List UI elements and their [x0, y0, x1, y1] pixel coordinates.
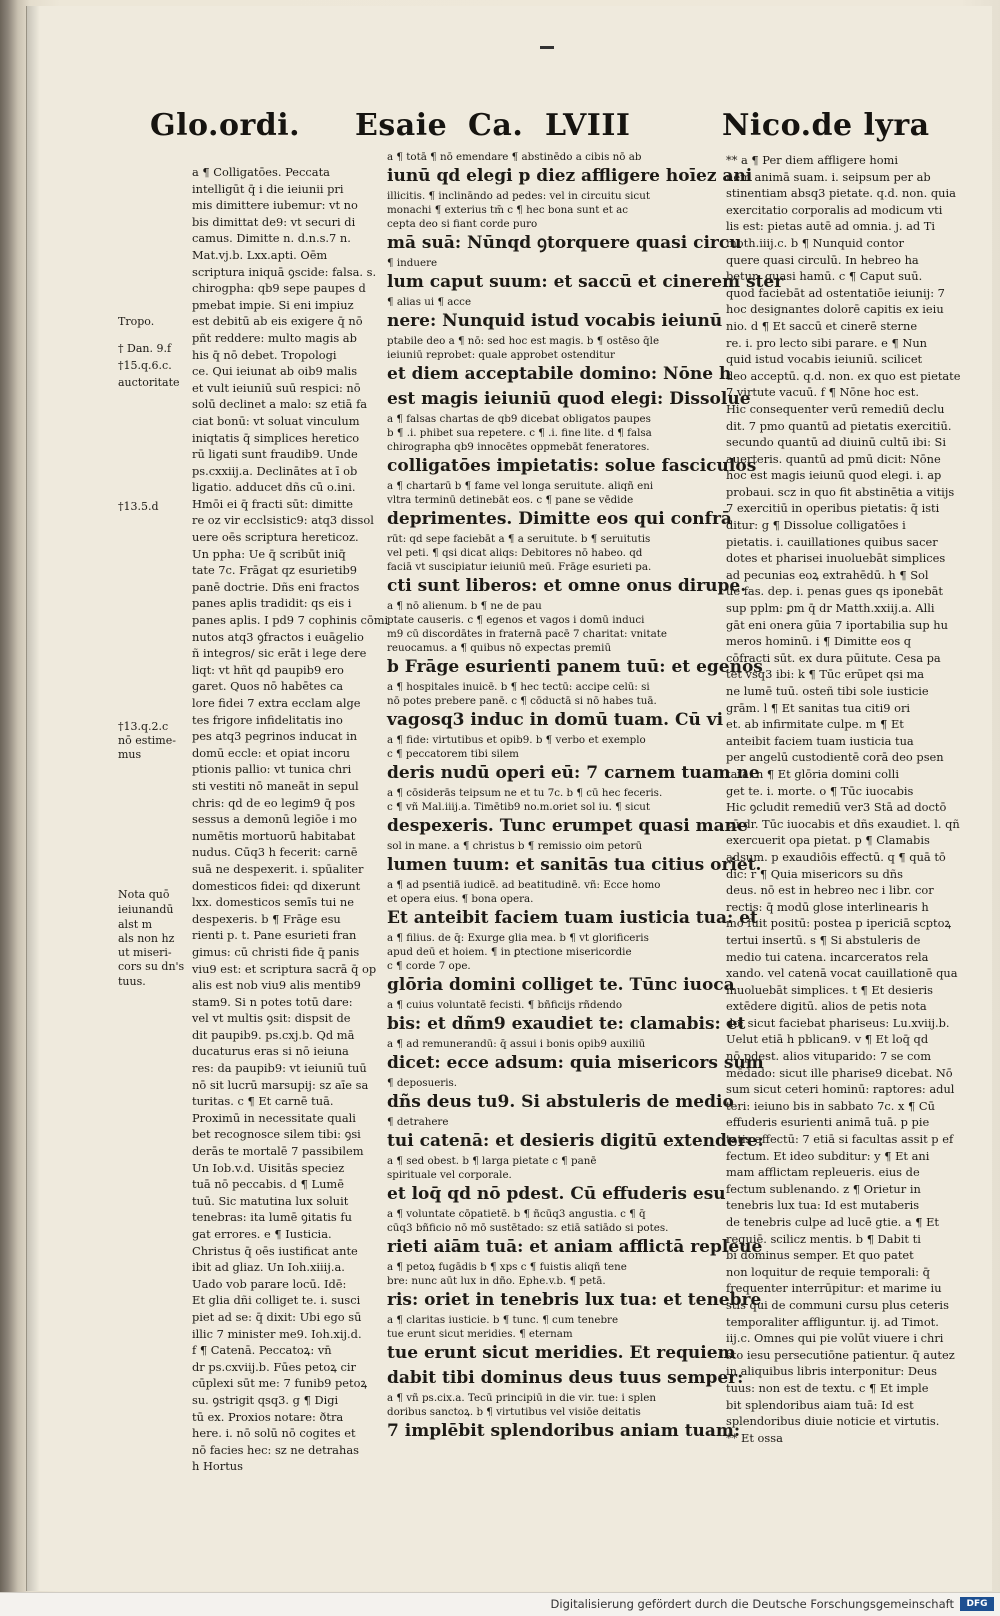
commentary-line: nem animā suam. i. seipsum per ab: [726, 169, 931, 184]
commentary-line: ditur: g ¶ Dissolue colligatōes i: [726, 518, 906, 533]
header-chapter-num: LVIII: [545, 108, 631, 143]
dfg-logo: DFG: [960, 1597, 994, 1611]
commentary-line: get te. i. morte. o ¶ Tūc iuocabis: [726, 783, 914, 798]
commentary-line: hoc designantes dolorē capitis ex ieiu: [726, 302, 944, 317]
commentary-line: 7 virtute vacuū. f ¶ Nōne hoc est.: [726, 385, 919, 400]
margin-note: cors su dn's: [118, 960, 185, 973]
commentary-line: per angelū custodientē corā deo psen: [726, 750, 944, 765]
left-gloss-line: domesticos fidei: qd dixerunt: [192, 878, 361, 893]
left-gloss-line: nudus. Cūq3 h fecerit: carnē: [192, 845, 358, 860]
left-gloss-line: panes aplis. I pd9 7 cophinis cōmi: [192, 613, 389, 628]
commentary-line: exercitatio corporalis ad modicum vti: [726, 202, 943, 217]
left-gloss-line: numētis mortuorū habitabat: [192, 828, 356, 843]
left-gloss-line: panē doctrie. Dñs eni fractos: [192, 579, 360, 594]
commentary-line: rectis: q̄ modū glose interlinearis h: [726, 899, 929, 914]
left-gloss-line: Proximū in necessitate quali: [192, 1110, 356, 1125]
left-gloss-line: nō facies hec: sz ne detrahas: [192, 1442, 359, 1457]
left-gloss-line: ligatio. adducet dñs cū o.ini.: [192, 480, 356, 495]
left-gloss-line: ciat bonū: vt soluat vinculum: [192, 413, 360, 428]
commentary-line: gāt eni onera gūia 7 iportabilia sup hu: [726, 617, 948, 632]
left-gloss-line: Et glia dñi colliget te. i. susci: [192, 1293, 361, 1308]
left-gloss-line: rū ligati sunt fraudib9. Unde: [192, 447, 358, 462]
left-gloss-line: lore fidei 7 extra ecclam alge: [192, 696, 361, 710]
commentary-line: 7 exercitiū in operibus pietatis: q̄ isti: [726, 501, 940, 516]
commentary-line: Hic consequenter verū remediū declu: [726, 401, 945, 416]
text-line: a ¶ claritas iusticie. b ¶ tunc. ¶ cum tenebre: [387, 1314, 619, 1326]
left-gloss-line: uere oēs scriptura hereticoz.: [192, 530, 359, 545]
commentary-line: ad pecunias eoꝝ extrahēdū. h ¶ Sol: [726, 567, 929, 582]
footer-credit: Digitalisierung gefördert durch die Deutsche Forschungsgemeinschaft: [550, 1597, 954, 1611]
left-gloss-line: chirogpha: qb9 sepe paupes d: [192, 281, 366, 296]
text-line: a ¶ hospitales inuicē. b ¶ hec tectū: accipe celū: si: [387, 681, 650, 693]
left-gloss-line: iniqtatis q̄ simplices heretico: [192, 430, 360, 445]
text-line: dñs deus tu9. Si abstuleris de medio: [387, 1092, 734, 1112]
text-line: apud deū et hoiem. ¶ in ꝑtectione misericordie: [387, 946, 632, 958]
left-gloss-line: viu9 est: et scriptura sacrā q̄ op: [192, 961, 377, 976]
header-right: Nico.de lyra: [722, 108, 930, 143]
margin-note: †13.5.d: [118, 500, 159, 513]
commentary-line: stinentiam absq3 pietate. q.d. non. quia: [726, 186, 956, 201]
commentary-line: cū dr. Tūc iuocabis et dñs exaudiet. l. qñ: [726, 816, 960, 831]
text-line: dabit tibi dominus deus tuus semper:: [387, 1368, 744, 1388]
text-line: tui catenā: et desieris digitū extendere:: [387, 1131, 764, 1151]
text-line: tue erunt sicut meridies. Et requiem: [387, 1343, 736, 1363]
left-gloss-line: vel vt multis ꝯsit: dispsit de: [192, 1011, 351, 1026]
text-line: a ¶ vñ ps.cix.a. Tecū principiū in die vir. tue: i splen: [387, 1392, 657, 1404]
text-line: despexeris. Tunc erumpet quasi mane: [387, 816, 748, 836]
left-gloss-line: res: da paupib9: vt ieiuniū tuū: [192, 1061, 367, 1076]
commentary-line: hoc est magis ieiunū quod elegi. i. ap: [726, 468, 942, 483]
text-line: et diem acceptabile domino: Nōne h: [387, 364, 732, 384]
text-line: faciā vt suscipiatur ieiuniū meū. Frāge esurieti pa.: [387, 561, 652, 573]
commentary-line: requiē. scilicz mentis. b ¶ Dabit ti: [726, 1231, 921, 1246]
text-line: rieti aiām tuā: et aniam afflictā repleue: [387, 1237, 763, 1257]
text-line: spirituale vel corporale.: [387, 1169, 512, 1181]
left-gloss-line: bis dimittat de9: vt securi di: [192, 214, 356, 229]
commentary-line: fectum. Et ideo subditur: y ¶ Et ani: [726, 1148, 930, 1163]
left-gloss-line: dr ps.cxviij.b. Fūes petoꝝ cir: [192, 1359, 356, 1374]
text-line: lum caput suum: et saccū et cinerem ster: [387, 272, 784, 292]
text-line: illicitis. ¶ inclināndo ad pedes: vel in circuitu sicut: [387, 190, 650, 202]
commentary-line: tertui insertū. s ¶ Si abstuleris de: [726, 932, 921, 947]
commentary-line: auerteris. quantū ad pmū dicit: Nōne: [726, 451, 941, 466]
commentary-line: xando. vel catenā vocat cauillationē qua: [726, 966, 958, 981]
commentary-line: splendoribus diuie noticie et virtutis.: [726, 1414, 940, 1429]
commentary-line: de tenebris culpe ad lucē gtie. a ¶ Et: [726, 1215, 939, 1229]
commentary-line: pietatis. i. cauillationes quibus sacer: [726, 534, 938, 549]
left-gloss-line: ce. Qui ieiunat ab oib9 malis: [192, 364, 358, 379]
left-gloss-line: Uado vob parare locū. Idē:: [192, 1276, 347, 1291]
commentary-line: mēdado: sicut ille pharise9 dicebat. Nō: [726, 1065, 953, 1080]
text-line: a ¶ nō alienum. b ¶ ne de pau: [387, 600, 542, 612]
left-gloss-line: tū ex. Proxios notare: ðtra: [192, 1409, 344, 1424]
left-gloss-line: sti vestiti nō maneāt in sepul: [192, 778, 359, 793]
commentary-line: ne lumē tuū. osteñ tibi sole iusticie: [726, 684, 929, 698]
left-gloss-line: pñt reddere: multo magis ab: [192, 330, 357, 345]
text-line: et loq̄ qd nō pdest. Cū effuderis esu: [387, 1184, 726, 1204]
margin-note: tuus.: [118, 975, 146, 988]
commentary-line: ue fas. dep. i. penas gues qs iponebāt: [726, 584, 943, 599]
text-line: colligatōes impietatis: solue fasciculos: [387, 456, 757, 476]
commentary-line: deo acceptū. q.d. non. ex quo est pietate: [726, 368, 961, 383]
text-line: cepta deo si fiant corde puro: [387, 218, 538, 230]
text-line: b ¶ .i. phibet sua repetere. c ¶ .i. fine lite. d ¶ falsa: [387, 427, 652, 439]
left-gloss-line: mis dimittere iubemur: vt no: [192, 198, 358, 213]
commentary-line: deus. nō est in hebreo nec i libr. cor: [726, 883, 934, 898]
text-line: dicet: ecce adsum: quia misericors sum: [387, 1053, 764, 1073]
commentary-line: et. ab infirmitate culpe. m ¶ Et: [726, 717, 904, 732]
commentary-line: moth.iiij.c. b ¶ Nunquid contor: [726, 235, 904, 250]
text-line: bre: nunc aūt lux in dño. Ephe.v.b. ¶ petā.: [387, 1275, 606, 1287]
commentary-line: Hic ꝯcludit remediū ver3 Stā ad doctō: [726, 800, 947, 815]
text-line: ¶ deposueris.: [387, 1077, 458, 1089]
left-gloss-line: f ¶ Catenā. Peccatoꝝ: vn̄: [192, 1343, 332, 1358]
margin-note: † Dan. 9.f: [118, 342, 172, 355]
text-line: sol in mane. a ¶ christus b ¶ remissio oim petorū: [387, 840, 643, 852]
commentary-line: sup pplm: ꝑm q̄ dr Matth.xxiij.a. Alli: [726, 601, 935, 616]
text-line: Et anteibit faciem tuam iusticia tua: et: [387, 908, 758, 928]
margin-note: nō estime-: [118, 734, 176, 747]
commentary-line: tet vsq3 ibi: k ¶ Tūc erūpet qsi ma: [726, 667, 925, 682]
commentary-line: do: sicut faciebat phariseus: Lu.xviij.b.: [726, 1015, 950, 1030]
left-gloss-line: ptionis pallio: vt tunica chri: [192, 762, 352, 777]
left-gloss-line: pmebat impie. Si eni impiuz: [192, 297, 354, 312]
commentary-line: in aliquibus libris interponitur: Deus: [726, 1364, 937, 1379]
commentary-line: re. i. pro lecto sibi parare. e ¶ Nun: [726, 335, 928, 350]
commentary-line: secundo quantū ad diuinū cultū ibi: Si: [726, 435, 946, 450]
text-line: b Frāge esurienti panem tuū: et egenos: [387, 657, 763, 677]
commentary-line: extēdere digitū. alios de petis nota: [726, 999, 927, 1014]
left-gloss-line: a ¶ Colligatōes. Peccata: [192, 165, 330, 179]
commentary-line: bit splendoribus aiam tuā: Id est: [726, 1397, 914, 1412]
commentary-line: ** a ¶ Per diem affligere homi: [726, 153, 898, 167]
commentary-line: bi dominus semper. Et quo patet: [726, 1248, 914, 1263]
text-line: a ¶ falsas chartas de qb9 dicebat obligatos paupes: [387, 413, 651, 425]
commentary-line: temporaliter affliguntur. ij. ad Timot.: [726, 1314, 939, 1329]
margin-note: Tropo.: [118, 315, 155, 328]
margin-note: ieiunandū: [118, 903, 174, 916]
margin-note: alst m: [118, 918, 153, 931]
left-gloss-line: Mat.vj.b. Lxx.apti. Oēm: [192, 247, 328, 262]
commentary-line: quid istud vocabis ieiuniū. scilicet: [726, 352, 923, 367]
text-line: cūq3 bñficio nō mō sustētado: sz etiā satiādo si potes.: [387, 1222, 669, 1234]
left-gloss-line: pes atq3 pegrinos inducat in: [192, 729, 358, 744]
commentary-line: medio tui catena. incarceratos rela: [726, 949, 929, 964]
text-line: c ¶ peccatorem tibi silem: [387, 748, 519, 760]
text-line: ris: oriet in tenebris lux tua: et tenebre: [387, 1290, 762, 1310]
left-gloss-line: Hmōi ei q̄ fracti sūt: dimitte: [192, 496, 353, 511]
left-gloss-line: domū eccle: et opiat incoru: [192, 745, 350, 760]
commentary-line: inuoluebāt simplices. t ¶ Et desieris: [726, 982, 934, 997]
left-gloss-line: piet ad se: q̄ dixit: Ubi ego sū: [192, 1309, 362, 1324]
text-line: a ¶ chartarū b ¶ fame vel longa seruitute. aliqñ eni: [387, 480, 654, 492]
text-line: a ¶ ad remunerandū: q̄ assui i bonis opib9 auxiliū: [387, 1038, 646, 1050]
text-line: ¶ alias ui ¶ acce: [387, 296, 472, 308]
commentary-line: quod faciebāt ad ostentatiōe ieiunij: 7: [726, 285, 945, 300]
left-gloss-line: tes frigore infidelitatis ino: [192, 712, 343, 727]
left-gloss-line: Christus q̄ oēs iustificat ante: [192, 1243, 358, 1258]
left-gloss-line: ducaturus eras si nō ieiuna: [192, 1044, 349, 1059]
text-line: deprimentes. Dimitte eos qui confrā: [387, 509, 732, 529]
left-gloss-line: his q̄ nō debet. Tropologi: [192, 347, 337, 362]
text-line: nere: Nunquid istud vocabis ieiunū: [387, 311, 723, 331]
left-gloss-line: intelligūt q̄ i die ieiunii pri: [192, 181, 344, 196]
left-gloss-line: re oz vir ecclsistic9: atq3 dissol: [192, 513, 374, 528]
left-gloss-line: chris: qd de eo legim9 q̄ pos: [192, 795, 356, 810]
text-line: nō potes prebere panē. c ¶ cōductā si nō habes tuā.: [387, 695, 657, 707]
commentary-line: effuderis esurienti animā tuā. p pie: [726, 1115, 930, 1130]
commentary-line: nio. d ¶ Et saccū et cinerē sterne: [726, 318, 918, 333]
text-line: reuocamus. a ¶ quibus nō expectas premiū: [387, 642, 612, 654]
header-chapter-abbr: Ca.: [468, 108, 524, 143]
left-gloss-line: camus. Dimitte n. d.n.s.7 n.: [192, 231, 351, 246]
commentary-line: ** Et ossa: [726, 1430, 783, 1445]
text-line: c ¶ vñ Mal.iiij.a. Timētib9 no.m.oriet sol iu. ¶ sicut: [387, 801, 651, 813]
commentary-line: grām. l ¶ Et sanitas tua citi9 ori: [726, 700, 911, 715]
commentary-line: tatis affectū: 7 etiā si facultas assit p ef: [726, 1132, 954, 1147]
margin-note: †13.q.2.c: [118, 720, 169, 733]
commentary-line: cōfracti sūt. ex dura pūitute. Cesa pa: [726, 650, 941, 665]
text-line: ¶ detrahere: [387, 1116, 449, 1128]
left-gloss-line: here. i. nō solū nō cogites et: [192, 1426, 356, 1441]
left-gloss-line: ñ integros/ sic erāt i lege dere: [192, 646, 367, 661]
left-gloss-line: scriptura iniquā ꝯscide: falsa. s.: [192, 264, 377, 279]
left-gloss-line: solū declinet a malo: sz etiā fa: [192, 397, 368, 412]
margin-note: als non hz: [118, 932, 175, 945]
left-gloss-line: ps.cxxiij.a. Declinātes at ī ob: [192, 463, 358, 478]
commentary-line: adsum. p exaudiōis effectū. q ¶ quā tō: [726, 849, 946, 864]
commentary-line: betur: quasi hamū. c ¶ Caput suū.: [726, 269, 923, 284]
footer-bar: [0, 1592, 1000, 1616]
left-gloss-line: gat errores. e ¶ Iusticia.: [192, 1227, 332, 1241]
text-line: doribus sanctoꝝ. b ¶ virtutibus vel visiōe deitatis: [387, 1406, 641, 1418]
commentary-line: sum sicut ceteri hominū: raptores: adul: [726, 1082, 955, 1097]
left-gloss-line: ibit ad gliaz. Un Ioh.xiiij.a.: [192, 1260, 345, 1275]
text-line: a ¶ voluntate cōpatietē. b ¶ ñcūq3 angustia. c ¶ q̄: [387, 1208, 646, 1220]
text-line: lumen tuum: et sanitās tua citius oriet.: [387, 855, 762, 875]
left-gloss-line: bet recognosce silem tibi: ꝯsi: [192, 1127, 361, 1142]
text-line: ieiuniū reprobet: quale approbet ostenditur: [387, 349, 615, 361]
left-gloss-line: stam9. Si n potes totū dare:: [192, 994, 353, 1009]
left-gloss-line: su. ꝯstrigit qsq3. g ¶ Digi: [192, 1392, 339, 1407]
commentary-line: non loquitur de requie temporali: q̄: [726, 1264, 930, 1279]
left-gloss-line: h Hortus: [192, 1459, 243, 1474]
commentary-line: mam afflictam repleueris. eius de: [726, 1165, 920, 1180]
text-line: a ¶ cuius voluntatē fecisti. ¶ bñficijs rñdendo: [387, 999, 623, 1011]
text-line: vel peti. ¶ qsi dicat aliqs: Debitores nō habeo. qd: [387, 547, 643, 559]
commentary-line: mo fuit positū: postea p ipericiā scptoꝝ: [726, 916, 952, 931]
commentary-line: quere quasi circulū. In hebreo ha: [726, 252, 919, 267]
left-gloss-line: cūplexi sūt me: 7 funib9 petoꝝ: [192, 1376, 368, 1391]
commentary-line: nō pdest. alios vituparido: 7 se com: [726, 1049, 932, 1064]
text-line: vagosq3 induc in domū tuam. Cū vi: [387, 710, 724, 730]
left-gloss-line: rienti p. t. Pane esurieti fran: [192, 928, 357, 943]
text-line: tue erunt sicut meridies. ¶ eternam: [387, 1328, 573, 1340]
text-line: et opera eius. ¶ bona opera.: [387, 893, 534, 905]
text-line: m9 cū discordātes in fraternā pacē 7 charitat: vnitate: [387, 628, 667, 640]
right-commentary-column: [726, 152, 966, 1445]
commentary-line: meros hominū. i ¶ Dimitte eos q: [726, 634, 912, 649]
left-gloss-line: tate 7c. Frāgat qz esurietib9: [192, 563, 358, 578]
text-line: vltra terminū detinebāt eos. c ¶ pane se vēdide: [387, 494, 634, 506]
commentary-line: probaui. scz in quo fit abstinētia a vitijs: [726, 484, 955, 499]
commentary-line: frequenter interrūpitur: et marime iu: [726, 1281, 942, 1296]
commentary-line: anteibit faciem tuam iusticia tua: [726, 733, 914, 748]
left-gloss-line: sessus a demonū legiōe i mo: [192, 812, 357, 827]
text-line: a ¶ petoꝝ fugādis b ¶ xps c ¶ fuistis aliqñ tene: [387, 1261, 627, 1273]
commentary-line: fectum sublenando. z ¶ Orietur in: [726, 1181, 921, 1196]
header-left: Glo.ordi.: [150, 108, 301, 143]
text-line: a ¶ totā ¶ nō emendare ¶ abstinēdo a cibis nō ab: [387, 151, 642, 163]
left-gloss-line: tenebras: ita lumē ꝯitatis fu: [192, 1210, 352, 1225]
commentary-line: lis est: pietas autē ad omnia. j. ad Ti: [726, 219, 936, 234]
left-gloss-line: gimus: cū christi fide q̄ panis: [192, 944, 360, 959]
margin-note: auctoritate: [118, 376, 180, 389]
text-line: a ¶ filius. de q̄: Exurge glia mea. b ¶ vt glorificeris: [387, 932, 649, 944]
left-gloss-line: suā ne despexerit. i. spūaliter: [192, 861, 364, 876]
left-gloss-column: [192, 164, 389, 1474]
text-line: a ¶ ad psentiā iudicē. ad beatitudinē. vñ: Ecce homo: [387, 879, 661, 891]
commentary-line: sto iesu persecutiōne patientur. q̄ autez: [726, 1347, 955, 1362]
text-line: glōria domini colliget te. Tūnc iuoca: [387, 975, 735, 995]
text-line: cti sunt liberos: et omne onus dirupe.: [387, 576, 747, 596]
left-gloss-line: nutos atq3 ꝯfractos i euāgelio: [192, 629, 364, 644]
gutter-shadow: [26, 6, 40, 1591]
left-gloss-line: alis est nob viu9 alis mentib9: [192, 978, 361, 993]
commentary-line: dotes et pharisei inuoluebāt simplices: [726, 551, 946, 566]
text-line: a ¶ sed obest. b ¶ larga pietate c ¶ panē: [387, 1155, 597, 1167]
left-gloss-line: despexeris. b ¶ Frāge esu: [192, 911, 341, 926]
commentary-line: Uelut etiā h pblican9. v ¶ Et loq̄ qd: [726, 1032, 929, 1047]
left-gloss-line: Un Iob.v.d. Uisitās speciez: [192, 1160, 345, 1175]
header-book: Esaie: [355, 108, 448, 143]
commentary-line: dit. 7 pmo quantū ad pietatis exercitiū.: [726, 418, 952, 433]
text-line: chirographa qb9 innocētes oppmebāt feneratores.: [387, 441, 650, 453]
commentary-line: exercuerit opa pietat. p ¶ Clamabis: [726, 833, 930, 848]
text-line: bis: et dñm9 exaudiet te: clamabis: et: [387, 1014, 746, 1034]
left-gloss-line: panes aplis tradidit: qs eis i: [192, 596, 352, 611]
text-line: ptabile deo a ¶ nō: sed hoc est magis. b ¶ ostēso q̄le: [387, 335, 660, 347]
commentary-line: tuus: non est de textu. c ¶ Et imple: [726, 1380, 929, 1395]
text-line: 7 implēbit splendoribus aniam tuam:: [387, 1421, 741, 1441]
left-gloss-line: dit paupib9. ps.cxj.b. Qd mā: [192, 1027, 355, 1042]
text-line: iunū qd elegi p diez affligere hoīez ani: [387, 166, 753, 186]
left-gloss-line: Un ppha: Ue q̄ scribūt iniq̄: [192, 546, 346, 561]
left-gloss-line: liqt: vt hñt qd paupib9 ero: [192, 662, 344, 677]
left-gloss-line: nō sit lucrū marsupij: sz aīe sa: [192, 1077, 369, 1092]
commentary-line: iij.c. Omnes qui pie volūt viuere i chri: [726, 1331, 944, 1346]
margin-note: Nota quō: [118, 888, 170, 901]
text-line: est magis ieiuniū quod elegi: Dissolue: [387, 389, 751, 409]
left-gloss-line: derās te mortalē 7 passibilem: [192, 1144, 364, 1159]
left-gloss-line: tuā nō peccabis. d ¶ Lumē: [192, 1177, 344, 1192]
margin-note: ut miseri-: [118, 946, 172, 959]
text-line: ¶ induere: [387, 257, 438, 269]
text-line: ptate causeris. c ¶ egenos et vagos i domū induci: [387, 614, 645, 626]
commentary-line: tata. n ¶ Et glōria domini colli: [726, 766, 899, 781]
page-mark: [540, 46, 554, 49]
commentary-line: teri: ieiuno bis in sabbato 7c. x ¶ Cū: [726, 1098, 935, 1113]
left-gloss-line: illic 7 minister me9. Ioh.xij.d.: [192, 1326, 362, 1341]
text-line: mā suā: Nūnqd ꝯtorquere quasi circu: [387, 233, 742, 253]
margin-note: †15.q.6.c.: [118, 359, 172, 372]
left-gloss-line: garet. Quos nō habētes ca: [192, 679, 344, 694]
text-line: a ¶ fide: virtutibus et opib9. b ¶ verbo et exemplo: [387, 734, 646, 746]
text-line: c ¶ corde 7 ope.: [387, 960, 471, 972]
text-line: a ¶ cōsiderās teipsum ne et tu 7c. b ¶ cū hec feceris.: [387, 787, 663, 799]
commentary-line: dic: r ¶ Quia misericors su dñs: [726, 866, 903, 881]
text-line: rūt: qd sepe faciebāt a ¶ a seruitute. b ¶ seruitutis: [387, 533, 651, 545]
left-gloss-line: lxx. domesticos semīs tui ne: [192, 895, 354, 910]
left-gloss-line: turitas. c ¶ Et carnē tuā.: [192, 1094, 334, 1109]
left-gloss-line: et vult ieiuniū suū respici: nō: [192, 380, 361, 395]
text-line: monachi ¶ exterius tm̄ c ¶ hec bona sunt et ac: [387, 204, 629, 216]
left-gloss-line: tuū. Sic matutina lux soluit: [192, 1193, 349, 1208]
text-line: deris nudū operi eū: 7 carnem tuam ne: [387, 763, 760, 783]
commentary-line: tenebris lux tua: Id est mutaberis: [726, 1198, 920, 1213]
margin-note: mus: [118, 748, 142, 761]
commentary-line: stis qui de communi cursu plus ceteris: [726, 1297, 949, 1312]
left-gloss-line: est debitū ab eis exigere q̄ nō: [192, 314, 363, 329]
